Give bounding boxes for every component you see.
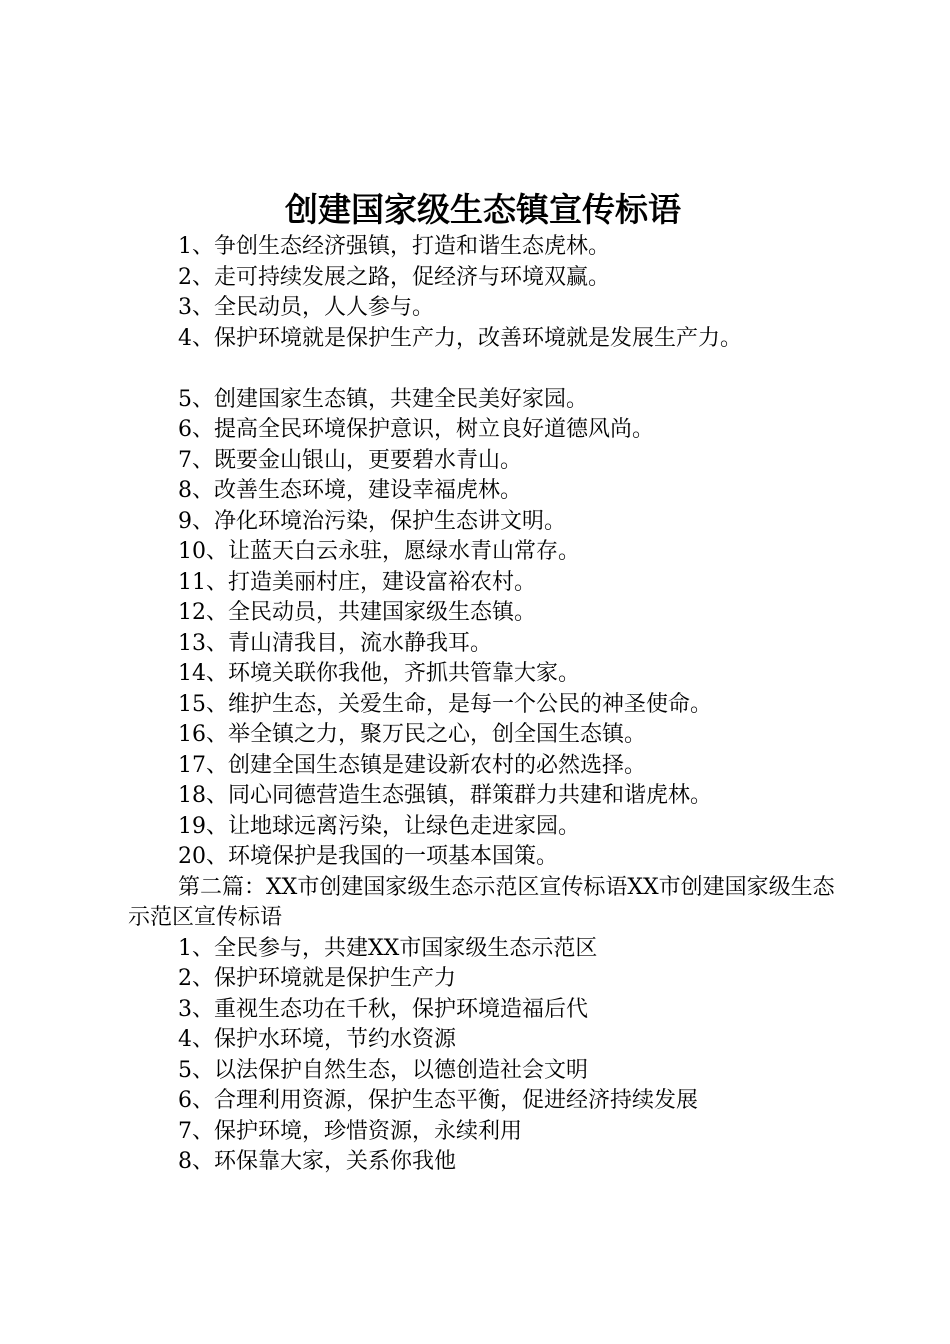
slogan-item: 13、青山清我目，流水静我耳。: [178, 630, 492, 656]
document-page: [128, 188, 838, 1178]
slogan-item: 4、保护水环境，节约水资源: [178, 1027, 456, 1052]
slogan-list-1: [128, 232, 838, 873]
slogan-item: 1、全民参与，共建XX市国家级生态示范区: [178, 935, 598, 961]
slogan-list-2: [128, 934, 838, 1178]
slogan-item: 8、改善生态环境，建设幸福虎林。: [178, 478, 522, 503]
slogan-item: 6、合理利用资源，保护生态平衡，促进经济持续发展: [178, 1088, 698, 1113]
slogan-item: 16、举全镇之力，聚万民之心，创全国生态镇。: [178, 722, 646, 747]
slogan-item: 6、提高全民环境保护意识，树立良好道德风尚。: [178, 417, 654, 442]
slogan-item: 18、同心同德营造生态强镇，群策群力共建和谐虎林。: [178, 783, 712, 808]
slogan-item: 12、全民动员，共建国家级生态镇。: [178, 600, 536, 625]
slogan-item: 4、保护环境就是保护生产力，改善环境就是发展生产力。: [178, 325, 742, 351]
slogan-item: 11、打造美丽村庄，建设富裕农村。: [178, 569, 536, 595]
slogan-item: 3、全民动员，人人参与。: [178, 295, 434, 320]
slogan-item: 5、创建国家生态镇，共建全民美好家园。: [178, 386, 588, 412]
slogan-item: 7、既要金山银山，更要碧水青山。: [178, 447, 522, 473]
slogan-item: 3、重视生态功在千秋，保护环境造福后代: [178, 996, 588, 1022]
slogan-item: 5、以法保护自然生态，以德创造社会文明: [178, 1057, 588, 1083]
section-2-heading: 第二篇：XX市创建国家级生态示范区宣传标语XX市创建国家级生态示范区宣传标语: [128, 874, 835, 930]
slogan-item: 17、创建全国生态镇是建设新农村的必然选择。: [178, 752, 646, 778]
slogan-item: 2、保护环境就是保护生产力: [178, 966, 456, 991]
slogan-item: 8、环保靠大家，关系你我他: [178, 1149, 456, 1174]
blank-line: [128, 354, 838, 385]
slogan-item: 7、保护环境，珍惜资源，永续利用: [178, 1118, 522, 1144]
slogan-item: 14、环境关联你我他，齐抓共管靠大家。: [178, 661, 580, 686]
slogan-item: 19、让地球远离污染，让绿色走进家园。: [178, 813, 580, 839]
slogan-item: 1、争创生态经济强镇，打造和谐生态虎林。: [178, 234, 610, 259]
slogan-item: 10、让蓝天白云永驻，愿绿水青山常存。: [178, 539, 580, 564]
slogan-item: 9、净化环境治污染，保护生态讲文明。: [178, 508, 566, 534]
slogan-item: 15、维护生态，关爱生命，是每一个公民的神圣使命。: [178, 691, 712, 717]
document-title: 创建国家级生态镇宣传标语: [285, 190, 681, 229]
slogan-item: 2、走可持续发展之路，促经济与环境双赢。: [178, 264, 610, 290]
slogan-item: 20、环境保护是我国的一项基本国策。: [178, 844, 558, 869]
